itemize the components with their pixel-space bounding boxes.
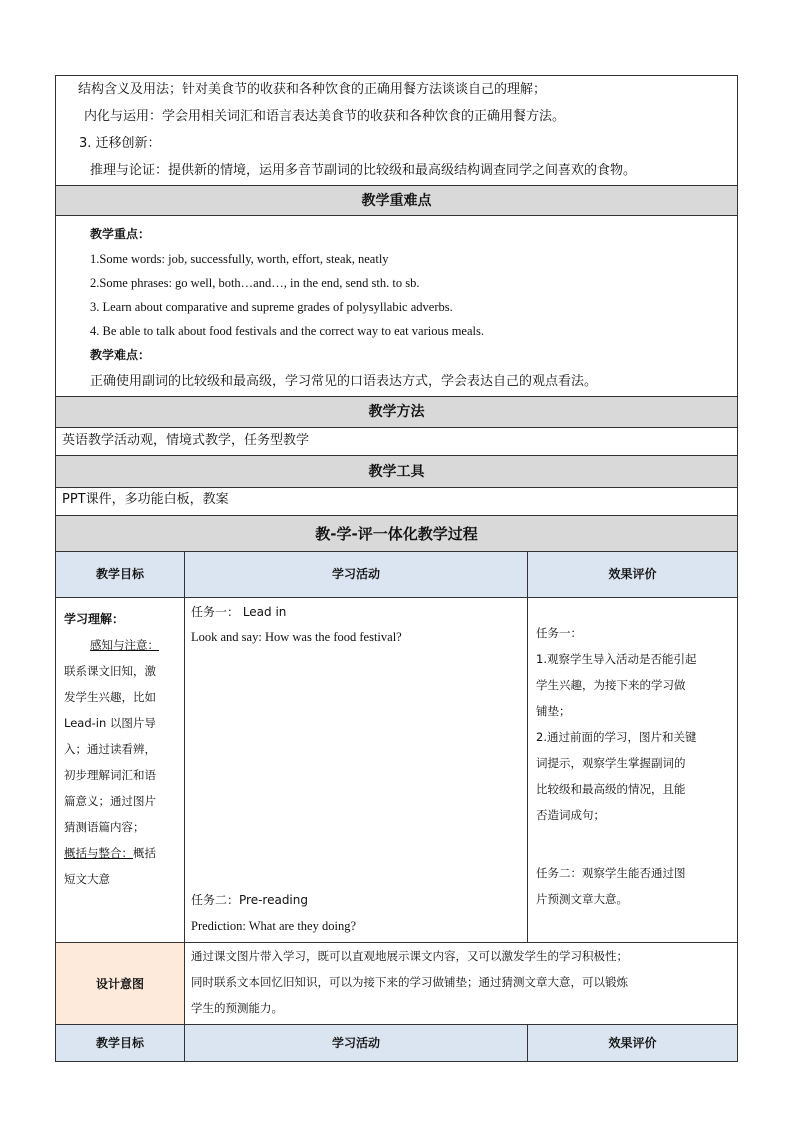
design-intent-text — [185, 943, 737, 1024]
design-line-1: 通过课文图片带入学习，既可以直观地展示课文内容，又可以激发学生的学习积极性； — [191, 949, 628, 963]
goal-line-6: 篇意义；通过图片 — [64, 794, 156, 808]
task2-question: Prediction: What are they doing? — [191, 919, 356, 933]
tools-text: PPT课件，多功能白板，教案 — [56, 488, 737, 516]
objectives-tail-section — [56, 76, 737, 186]
goal-line-5: 初步理解词汇和语 — [64, 768, 156, 782]
key-points-section — [56, 216, 737, 397]
eval-task2-line-1: 任务二：观察学生能否通过图 — [536, 866, 686, 880]
eval-line-3: 铺垫； — [536, 704, 571, 718]
goal-line-2: 发学生兴趣，比如 — [64, 690, 156, 704]
process-row — [56, 598, 737, 943]
objective-line-3: 3. 迁移创新： — [79, 136, 161, 151]
goal-line-last: 短文大意 — [64, 872, 110, 886]
goal-sub-summary-tail: 概括 — [133, 846, 156, 860]
eval-line-2: 学生兴趣，为接下来的学习做 — [536, 678, 686, 692]
evaluation-cell — [528, 598, 737, 942]
col-header-evaluation-2: 效果评价 — [528, 1025, 737, 1061]
methods-heading: 教学方法 — [56, 397, 737, 428]
goal-line-4: 入；通过读看辨， — [64, 742, 156, 756]
focus-item-2: 2.Some phrases: go well, both…and…, in the end, send sth. to sb. — [90, 276, 420, 290]
eval-line-7: 否造词成句； — [536, 808, 605, 822]
eval-task1: 任务一： — [536, 626, 582, 640]
objective-line-4: 推理与论证：提供新的情境，运用多音节副词的比较级和最高级结构调查同学之间喜欢的食物。 — [90, 163, 637, 178]
focus-label: 教学重点： — [90, 227, 151, 241]
key-points-heading: 教学重难点 — [56, 186, 737, 216]
eval-line-1: 1.观察学生导入活动是否能引起 — [536, 652, 697, 666]
goal-line-7: 猜测语篇内容； — [64, 820, 145, 834]
col-header-activity: 学习活动 — [185, 552, 528, 597]
goal-sub-summary: 概括与整合： — [64, 846, 133, 860]
col-header-goal: 教学目标 — [56, 552, 185, 597]
goal-line-3: Lead-in 以图片导 — [64, 716, 156, 730]
goal-title: 学习理解： — [64, 612, 125, 626]
activity-cell — [185, 598, 528, 942]
goal-cell — [56, 598, 185, 942]
design-intent-label: 设计意图 — [56, 943, 185, 1024]
lesson-plan-table — [55, 75, 738, 1062]
design-intent-row — [56, 943, 737, 1025]
methods-text: 英语教学活动观，情境式教学，任务型教学 — [56, 428, 737, 456]
difficulty-text: 正确使用副词的比较级和最高级，学习常见的口语表达方式，学会表达自己的观点看法。 — [90, 374, 598, 389]
design-line-3: 学生的预测能力。 — [191, 1001, 283, 1015]
focus-item-3: 3. Learn about comparative and supreme grades of polysyllabic adverbs. — [90, 300, 453, 314]
task1-question: Look and say: How was the food festival? — [191, 630, 402, 644]
focus-item-1: 1.Some words: job, successfully, worth, effort, steak, neatly — [90, 252, 389, 266]
col-header-goal-2: 教学目标 — [56, 1025, 185, 1061]
goal-sub-perception: 感知与注意： — [90, 638, 159, 652]
objective-line-2: 内化与运用：学会用相关词汇和语言表达美食节的收获和各种饮食的正确用餐方法。 — [84, 109, 566, 124]
focus-item-4: 4. Be able to talk about food festivals and the correct way to eat various meals. — [90, 324, 484, 338]
process-header-row — [56, 552, 737, 598]
eval-line-5: 词提示，观察学生掌握副词的 — [536, 756, 686, 770]
objective-line-1: 结构含义及用法；针对美食节的收获和各种饮食的正确用餐方法谈谈自己的理解； — [78, 82, 547, 97]
goal-line-1: 联系课文旧知，激 — [64, 664, 156, 678]
eval-task2-line-2: 片预测文章大意。 — [536, 892, 628, 906]
design-line-2: 同时联系文本回忆旧知识，可以为接下来的学习做铺垫；通过猜测文章大意，可以锻炼 — [191, 975, 628, 989]
process-header-row-2 — [56, 1025, 737, 1062]
task1-title: 任务一： Lead in — [191, 605, 287, 619]
tools-heading: 教学工具 — [56, 456, 737, 488]
col-header-evaluation: 效果评价 — [528, 552, 737, 597]
eval-line-6: 比较级和最高级的情况，且能 — [536, 782, 686, 796]
task2-title: 任务二：Pre-reading — [191, 893, 308, 907]
process-heading: 教-学-评一体化教学过程 — [56, 516, 737, 552]
difficulty-label: 教学难点： — [90, 348, 151, 362]
eval-line-4: 2.通过前面的学习，图片和关键 — [536, 730, 697, 744]
col-header-activity-2: 学习活动 — [185, 1025, 528, 1061]
